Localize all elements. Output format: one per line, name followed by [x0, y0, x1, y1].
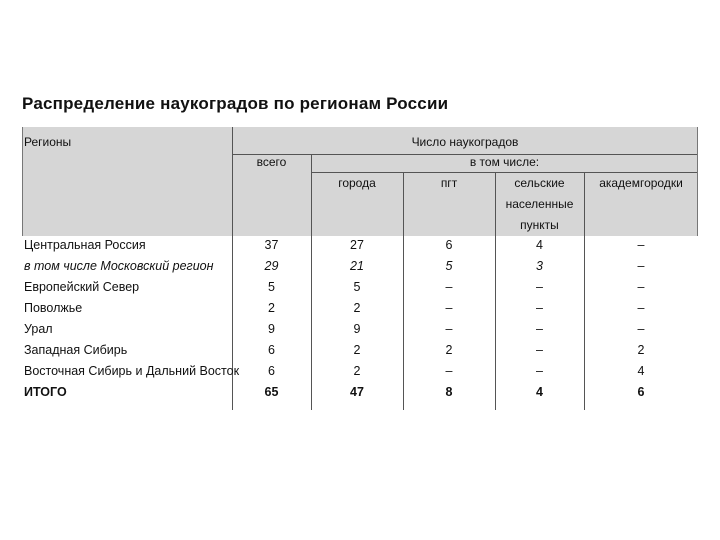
cell-total: 6	[268, 364, 275, 378]
cell-pgt: 6	[445, 238, 453, 252]
cell-akad: –	[637, 259, 645, 273]
cell-akad: –	[637, 322, 645, 336]
cell-cities: 47	[350, 385, 364, 399]
table-row	[22, 298, 698, 319]
cell-cities: 2	[353, 343, 361, 357]
region-name: Поволжье	[24, 301, 83, 315]
cell-cities: 21	[350, 259, 364, 273]
cell-pgt: –	[445, 301, 453, 315]
cell-rural: –	[536, 364, 543, 378]
cell-akad: –	[637, 238, 645, 252]
region-name: Урал	[24, 322, 53, 336]
cell-rural: 4	[536, 238, 543, 252]
header-rural-line3: пункты	[520, 218, 559, 232]
cell-total: 6	[268, 343, 275, 357]
header-cities: города	[338, 176, 376, 190]
table-row	[22, 277, 698, 298]
table-row	[22, 361, 698, 382]
cell-total: 2	[268, 301, 275, 315]
cell-total: 65	[264, 385, 279, 399]
cell-pgt: –	[445, 322, 453, 336]
cell-akad: 6	[637, 385, 645, 399]
header-rural-line1: сельские	[514, 176, 565, 190]
header-regions: Регионы	[24, 135, 72, 149]
region-name: в том числе Московский регион	[24, 259, 214, 273]
header-total: всего	[256, 155, 287, 169]
table-row	[22, 319, 698, 340]
cell-cities: 9	[353, 322, 361, 336]
cell-rural: 4	[536, 385, 543, 399]
cell-total: 37	[264, 238, 279, 252]
cell-cities: 5	[353, 280, 361, 294]
table-title: Распределение наукоградов по регионам России	[22, 94, 449, 113]
header-rural-line2: населенные	[505, 197, 574, 211]
header-including: в том числе:	[469, 155, 540, 169]
cell-cities: 27	[350, 238, 364, 252]
table-row	[22, 340, 698, 361]
cell-total: 5	[268, 280, 275, 294]
table-row	[22, 256, 698, 277]
header-border	[22, 127, 23, 236]
cell-akad: 4	[637, 364, 645, 378]
cell-pgt: 8	[445, 385, 453, 399]
table-row	[22, 235, 698, 256]
cell-rural: –	[536, 322, 543, 336]
header-akademgorodki: академгородки	[599, 176, 683, 190]
cell-total: 9	[268, 322, 275, 336]
region-name: ИТОГО	[24, 385, 67, 399]
cell-akad: 2	[637, 343, 645, 357]
cell-cities: 2	[353, 364, 361, 378]
region-name: Европейский Север	[24, 280, 140, 294]
table-row	[22, 382, 698, 403]
cell-rural: 3	[536, 259, 543, 273]
cell-pgt: 2	[445, 343, 453, 357]
header-pgt: пгт	[440, 176, 458, 190]
cell-rural: –	[536, 343, 543, 357]
cell-total: 29	[264, 259, 279, 273]
header-count: Число наукоградов	[411, 135, 519, 149]
region-name: Центральная Россия	[24, 238, 146, 252]
cell-akad: –	[637, 301, 645, 315]
regions-table	[22, 127, 698, 410]
cell-cities: 2	[353, 301, 361, 315]
cell-akad: –	[637, 280, 645, 294]
region-name: Западная Сибирь	[24, 343, 128, 357]
region-name: Восточная Сибирь и Дальний Восток	[24, 364, 240, 378]
cell-rural: –	[536, 301, 543, 315]
cell-rural: –	[536, 280, 543, 294]
cell-pgt: –	[445, 364, 453, 378]
cell-pgt: –	[445, 280, 453, 294]
cell-pgt: 5	[445, 259, 453, 273]
